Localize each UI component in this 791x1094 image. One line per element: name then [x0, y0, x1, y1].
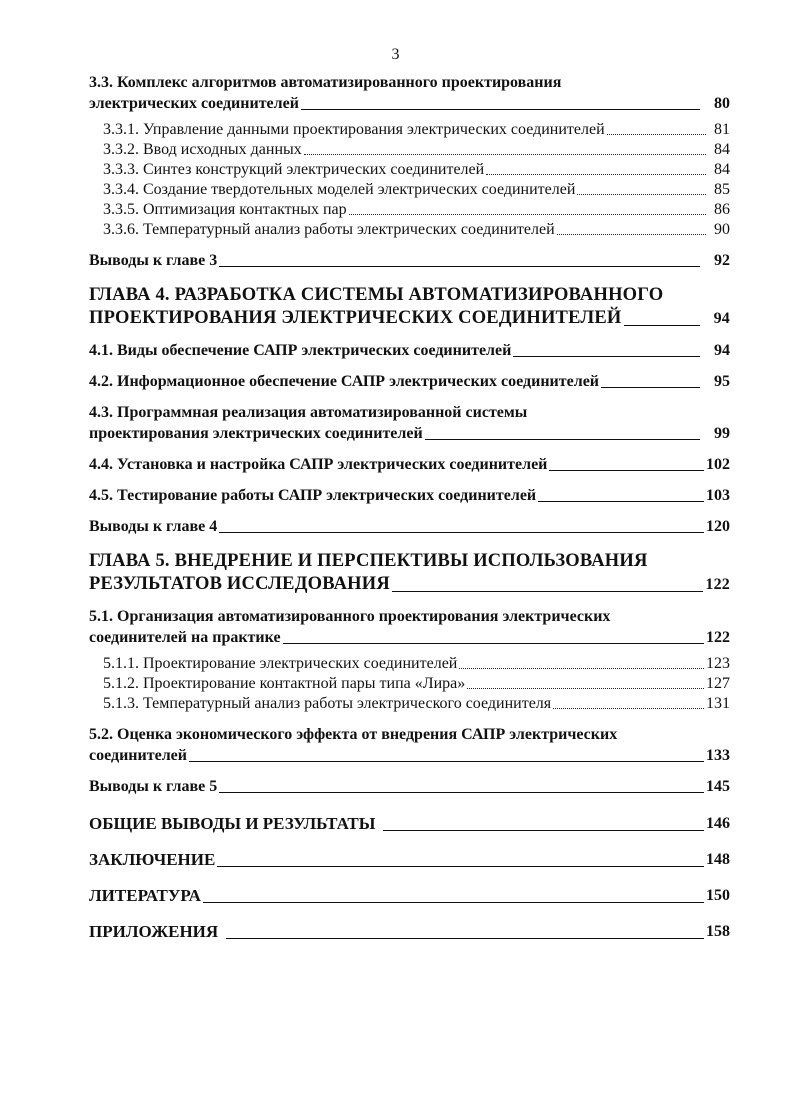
leader-line — [301, 109, 700, 110]
leader-line — [538, 501, 704, 502]
leader-line — [549, 470, 704, 471]
toc-subentry — [103, 120, 730, 140]
toc-subentry — [103, 654, 730, 674]
toc-subentry — [103, 674, 730, 694]
toc-entry-5-1 — [89, 606, 730, 648]
dot-leader — [607, 134, 706, 135]
toc-subentry — [103, 140, 730, 160]
toc-subentry-title: 3.3.4. Создание твердотельных моделей электрических соединителей — [103, 181, 576, 198]
toc-page-number: 127 — [706, 675, 730, 692]
toc-entry-4-5 — [89, 485, 730, 506]
toc-page-number: 123 — [706, 655, 730, 672]
toc-entry-title: ЗАКЛЮЧЕНИЕ — [89, 850, 216, 869]
toc-entry-title-line1: 5.1. Организация автоматизированного проектирования электрических — [89, 608, 611, 625]
toc-entry-4-2 — [89, 371, 730, 392]
toc-chapter-4 — [89, 284, 730, 330]
toc-entry-conclusions-4 — [89, 516, 730, 537]
chapter-5-title-line2: РЕЗУЛЬТАТОВ ИССЛЕДОВАНИЯ — [89, 574, 390, 594]
leader-line — [219, 266, 700, 267]
leader-line — [624, 325, 701, 326]
leader-line — [513, 356, 700, 357]
toc-entry-conclusions-3 — [89, 250, 730, 271]
toc-subentry-title: 5.1.3. Температурный анализ работы электрического соединителя — [103, 695, 552, 712]
toc-page-number: 81 — [714, 121, 730, 138]
toc-entry-3-3 — [89, 72, 730, 114]
toc-entry-title: Выводы к главе 3 — [89, 252, 218, 269]
toc-page-number: 122 — [706, 629, 730, 646]
toc-entry-title: ПРИЛОЖЕНИЯ — [89, 922, 219, 941]
toc-subentry — [103, 180, 730, 200]
leader-line — [219, 532, 704, 533]
leader-line — [219, 792, 704, 793]
toc-subentry — [103, 694, 730, 714]
leader-line — [601, 387, 700, 388]
toc-page-number: 94 — [714, 342, 730, 359]
toc-subentry — [103, 220, 730, 240]
toc-entry-literature — [89, 885, 730, 907]
toc-page-number: 90 — [714, 221, 730, 238]
toc-entry-title-line1: 4.3. Программная реализация автоматизированной системы — [89, 404, 528, 421]
toc-page-number: 148 — [706, 851, 730, 868]
toc-entry-3-3-line2: электрических соединителей — [89, 95, 299, 112]
toc-subentry-title: 3.3.5. Оптимизация контактных пар — [103, 201, 347, 218]
dot-leader — [349, 214, 706, 215]
leader-line — [425, 439, 700, 440]
toc-entry-title-line2: проектирования электрических соединителей — [89, 425, 423, 442]
toc-entry-3-3-line1: 3.3. Комплекс алгоритмов автоматизированного проектирования — [89, 74, 562, 91]
toc-entry-title: ОБЩИЕ ВЫВОДЫ И РЕЗУЛЬТАТЫ — [89, 814, 376, 833]
toc-entry-appendices — [89, 921, 730, 943]
toc-entry-title: 4.4. Установка и настройка САПР электрических соединителей — [89, 456, 548, 473]
leader-line — [392, 591, 703, 592]
toc-entry-title: 4.1. Виды обеспечение САПР электрических соединителей — [89, 342, 512, 359]
toc-subentry-title: 3.3.1. Управление данными проектирования электрических соединителей — [103, 121, 605, 138]
dot-leader — [486, 174, 706, 175]
toc-entry-title-line2: соединителей на практике — [89, 629, 281, 646]
toc-subentry — [103, 160, 730, 180]
page-number: 3 — [391, 46, 400, 63]
toc-page-number: 131 — [706, 695, 730, 712]
dot-leader — [577, 194, 706, 195]
toc-subentry-title: 3.3.6. Температурный анализ работы электрических соединителей — [103, 221, 555, 238]
toc-entry-conclusions-5 — [89, 776, 730, 797]
toc-page-number: 85 — [714, 181, 730, 198]
toc-page-number: 145 — [706, 778, 730, 795]
toc-page-number: 102 — [706, 456, 730, 473]
toc-page-number: 99 — [714, 425, 730, 442]
toc-page-number: 84 — [714, 161, 730, 178]
toc-page-number: 122 — [705, 576, 730, 593]
dot-leader — [459, 668, 704, 669]
toc-entry-title: Выводы к главе 5 — [89, 778, 218, 795]
toc-page-number: 94 — [713, 310, 730, 327]
dot-leader — [304, 154, 706, 155]
toc-subentry-title: 3.3.2. Ввод исходных данных — [103, 141, 302, 158]
toc-entry-general-conclusions — [89, 813, 730, 835]
toc-page-number: 150 — [706, 887, 730, 904]
dot-leader — [553, 708, 704, 709]
toc-page-number: 92 — [714, 252, 730, 269]
dot-leader — [467, 688, 704, 689]
toc-entry-4-4 — [89, 454, 730, 475]
toc-chapter-5 — [89, 550, 730, 596]
chapter-4-title-line1: ГЛАВА 4. РАЗРАБОТКА СИСТЕМЫ АВТОМАТИЗИРОВАННОГО — [89, 285, 664, 305]
toc-entry-4-3 — [89, 402, 730, 444]
leader-line — [283, 643, 704, 644]
toc-page-number: 84 — [714, 141, 730, 158]
toc-subentries-5-1 — [89, 654, 730, 714]
toc-page-number: 158 — [706, 923, 730, 940]
leader-line — [217, 866, 704, 867]
toc-page-number: 103 — [706, 487, 730, 504]
toc-entry-conclusion — [89, 849, 730, 871]
toc-subentry-title: 5.1.2. Проектирование контактной пары типа «Лира» — [103, 675, 466, 692]
toc-page-number: 146 — [706, 815, 730, 832]
leader-line — [203, 902, 704, 903]
toc-entry-title: 4.2. Информационное обеспечение САПР электрических соединителей — [89, 373, 600, 390]
toc-entry-title: Выводы к главе 4 — [89, 518, 218, 535]
toc-entry-title-line2: соединителей — [89, 747, 187, 764]
toc-subentry-title: 3.3.3. Синтез конструкций электрических соединителей — [103, 161, 485, 178]
dot-leader — [557, 234, 706, 235]
chapter-4-title-line2: ПРОЕКТИРОВАНИЯ ЭЛЕКТРИЧЕСКИХ СОЕДИНИТЕЛЕЙ — [89, 308, 622, 328]
leader-line — [226, 938, 704, 939]
toc-page-number: 86 — [714, 201, 730, 218]
table-of-contents — [89, 72, 730, 943]
toc-entry-4-1 — [89, 340, 730, 361]
toc-entry-title: 4.5. Тестирование работы САПР электрических соединителей — [89, 487, 537, 504]
toc-page-number: 133 — [706, 747, 730, 764]
chapter-5-title-line1: ГЛАВА 5. ВНЕДРЕНИЕ И ПЕРСПЕКТИВЫ ИСПОЛЬЗОВАНИЯ — [89, 551, 648, 571]
toc-subentries-3-3 — [89, 120, 730, 240]
toc-subentry — [103, 200, 730, 220]
toc-entry-5-2 — [89, 724, 730, 766]
toc-page-number: 120 — [706, 518, 730, 535]
toc-subentry-title: 5.1.1. Проектирование электрических соединителей — [103, 655, 458, 672]
toc-entry-title-line1: 5.2. Оценка экономического эффекта от внедрения САПР электрических — [89, 726, 618, 743]
leader-line — [383, 830, 704, 831]
toc-page-number: 80 — [714, 95, 730, 112]
toc-entry-title: ЛИТЕРАТУРА — [89, 886, 201, 905]
leader-line — [189, 761, 704, 762]
toc-page-number: 95 — [714, 373, 730, 390]
